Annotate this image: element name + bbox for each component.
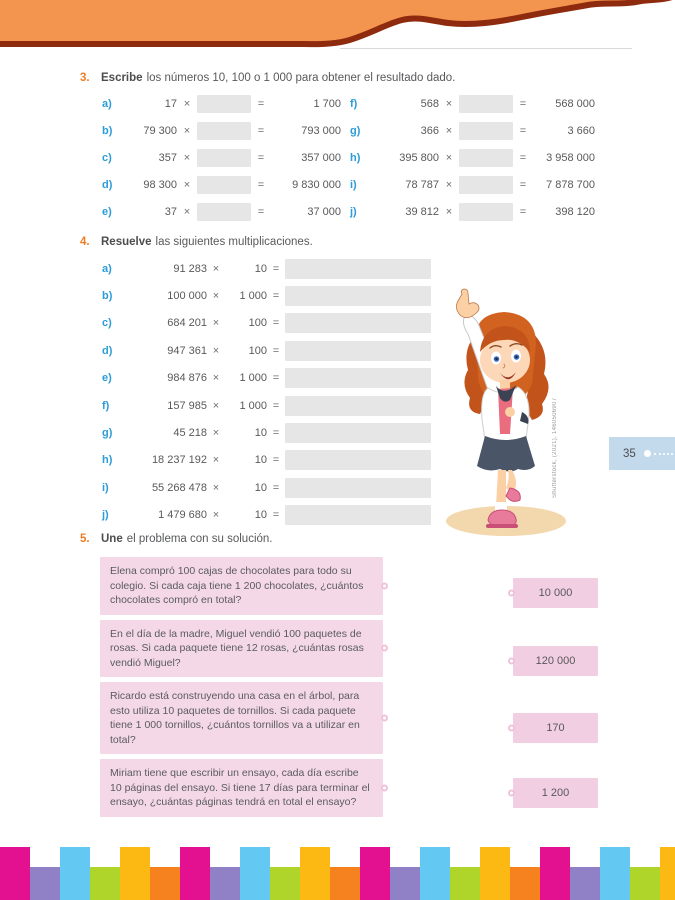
answer-blank[interactable] [197,95,251,113]
factor: 39 812 [405,205,439,218]
factor: 947 361 [167,344,207,357]
equals-sign: = [272,399,280,412]
item-label: g) [350,124,361,137]
item-label: f) [350,97,358,110]
item-label: c) [102,151,112,164]
item-label: b) [102,290,113,303]
times-sign: × [183,124,191,137]
multiplication-row [102,474,450,501]
result: 568 000 [555,97,595,110]
exercise-3-right-column [350,90,595,225]
item-label: g) [102,427,113,440]
times-sign: × [183,151,191,164]
factor: 45 218 [173,427,207,440]
exercise-3-left-column [102,90,341,225]
times-sign: × [212,344,220,357]
solution-card[interactable] [513,646,598,676]
answer-blank[interactable] [459,203,513,221]
image-credit: Shutterstock, (2021), 1460506907 [552,397,558,498]
answer-blank[interactable] [285,341,431,361]
times-sign: × [445,151,453,164]
multiplier: 10 [254,262,267,275]
equals-sign: = [272,344,280,357]
item-label: c) [102,317,112,330]
equals-sign: = [272,262,280,275]
result: 357 000 [301,151,341,164]
wave-graphic [0,0,675,60]
multiplier: 10 [254,454,267,467]
equals-sign: = [272,290,280,303]
connector-dot[interactable] [508,658,515,665]
connector-dot[interactable] [508,790,515,797]
tab-dot-icon [644,450,651,457]
exercise-3 [80,72,625,225]
multiplier: 10 [254,481,267,494]
multiplication-row [350,171,595,198]
multiplication-row [102,502,450,529]
multiplier: 1 000 [239,399,267,412]
item-label: e) [102,205,112,218]
multiplier: 1 000 [239,372,267,385]
answer-blank[interactable] [197,203,251,221]
exercise-4-rows [80,255,450,529]
factor: 91 283 [173,262,207,275]
problem-text: Ricardo está construyendo una casa en el árbol, para esto utiliza 10 paquetes de tornillos. Si cada paquete tiene 1 000 tornillos, ¿cuántos tornillos va a utilizar en total? [110,690,360,746]
factor: 100 000 [167,290,207,303]
times-sign: × [212,262,220,275]
multiplication-row [350,144,595,171]
factor: 366 [420,124,439,137]
multiplication-row [102,365,450,392]
times-sign: × [212,290,220,303]
answer-blank[interactable] [285,313,431,333]
problem-card[interactable] [100,620,383,678]
multiplication-row [350,90,595,117]
item-label: h) [102,454,113,467]
multiplication-row [102,392,450,419]
multiplication-row [102,310,450,337]
answer-blank[interactable] [285,478,431,498]
answer-blank[interactable] [285,396,431,416]
exercise-3-number: 3. [80,72,90,84]
factor: 357 [158,151,177,164]
problem-text: En el día de la madre, Miguel vendió 100 paquetes de rosas. Si cada paquete tiene 12 rosas, ¿cuántas rosas vendió Miguel? [110,627,364,669]
factor: 78 787 [405,178,439,191]
equals-sign: = [272,509,280,522]
times-sign: × [212,427,220,440]
problem-card[interactable] [100,759,383,817]
times-sign: × [212,317,220,330]
multiplication-row [102,198,341,225]
times-sign: × [212,372,220,385]
factor: 17 [164,97,177,110]
answer-blank[interactable] [285,259,431,279]
equals-sign: = [257,124,265,137]
factor: 55 268 478 [151,481,207,494]
item-label: d) [102,344,113,357]
exercise-3-verb: Escribe [101,72,143,84]
item-label: b) [102,124,113,137]
equals-sign: = [519,97,527,110]
page-number-tab [609,437,675,470]
times-sign: × [212,454,220,467]
item-label: a) [102,262,112,275]
equals-sign: = [272,481,280,494]
item-label: f) [102,399,110,412]
item-label: i) [350,178,357,191]
factor: 684 201 [167,317,207,330]
connector-dot[interactable] [381,582,388,589]
factor: 98 300 [143,178,177,191]
exercise-5 [80,533,620,822]
multiplier: 10 [254,427,267,440]
times-sign: × [183,97,191,110]
factor: 984 876 [167,372,207,385]
exercise-4-number: 4. [80,236,90,248]
factor: 79 300 [143,124,177,137]
exercise-3-instruction: los números 10, 100 o 1 000 para obtener el resultado dado. [146,72,456,84]
times-sign: × [212,481,220,494]
item-label: j) [102,509,109,522]
times-sign: × [445,124,453,137]
result: 9 830 000 [292,178,341,191]
answer-blank[interactable] [197,122,251,140]
answer-blank[interactable] [285,368,431,388]
factor: 568 [420,97,439,110]
result: 37 000 [307,205,341,218]
answer-blank[interactable] [459,122,513,140]
solution-value: 120 000 [535,655,576,667]
header-wave-decoration [0,0,675,60]
result: 7 878 700 [546,178,595,191]
multiplication-row [102,117,341,144]
answer-blank[interactable] [285,423,431,443]
answer-blank[interactable] [285,286,431,306]
exercise-5-instruction: el problema con su solución. [126,533,273,545]
solution-card[interactable] [513,578,598,608]
multiplication-row [102,144,341,171]
connector-dot[interactable] [381,645,388,652]
factor: 37 [164,205,177,218]
equals-sign: = [272,372,280,385]
multiplication-row [102,447,450,474]
multiplication-row [102,90,341,117]
multiplication-row [350,198,595,225]
solution-value: 1 200 [541,787,570,799]
equals-sign: = [272,427,280,440]
equals-sign: = [519,205,527,218]
exercise-5-number: 5. [80,533,90,545]
answer-blank[interactable] [285,450,431,470]
page-number: 35 [623,447,636,460]
problem-text: Miriam tiene que escribir un ensayo, cada día escribe 10 páginas del ensayo. Si tiene 17 días para terminar el ensayo, ¿cuántas páginas tendrá en total el ensayo? [110,767,370,808]
multiplier: 100 [248,344,267,357]
equals-sign: = [519,151,527,164]
exercise-5-heading [80,533,620,545]
connector-dot[interactable] [508,725,515,732]
answer-blank[interactable] [459,176,513,194]
times-sign: × [212,399,220,412]
factor: 395 800 [399,151,439,164]
item-label: a) [102,97,112,110]
answer-blank[interactable] [197,176,251,194]
multiplication-row [102,282,450,309]
problem-text: Elena compró 100 cajas de chocolates para todo su colegio. Si cada caja tiene 1 200 chocolates, ¿cuántos chocolates compró en total? [110,565,364,606]
multiplier: 1 000 [239,290,267,303]
exercise-4-verb: Resuelve [101,236,152,248]
multiplier: 100 [248,317,267,330]
multiplication-row [102,419,450,446]
solution-card[interactable] [513,778,598,808]
times-sign: × [445,205,453,218]
footer-color-blocks [0,847,675,900]
result: 3 958 000 [546,151,595,164]
solution-value: 170 [546,722,565,734]
result: 1 700 [313,97,341,110]
equals-sign: = [257,97,265,110]
equals-sign: = [272,317,280,330]
factor: 1 479 680 [158,509,207,522]
times-sign: × [183,205,191,218]
answer-blank[interactable] [459,149,513,167]
times-sign: × [212,509,220,522]
equals-sign: = [272,454,280,467]
item-label: i) [102,481,109,494]
multiplication-row [102,255,450,282]
multiplication-row [350,117,595,144]
problem-card[interactable] [100,682,383,754]
exercise-3-heading [80,72,625,84]
multiplier: 10 [254,509,267,522]
exercise-4-heading [80,236,450,248]
equals-sign: = [519,124,527,137]
item-label: d) [102,178,113,191]
times-sign: × [445,178,453,191]
result: 398 120 [555,205,595,218]
problem-card[interactable] [100,557,383,615]
times-sign: × [445,97,453,110]
answer-blank[interactable] [459,95,513,113]
result: 3 660 [567,124,595,137]
factor: 157 985 [167,399,207,412]
item-label: j) [350,205,357,218]
result: 793 000 [301,124,341,137]
connector-dot[interactable] [381,784,388,791]
equals-sign: = [519,178,527,191]
equals-sign: = [257,178,265,191]
equals-sign: = [257,205,265,218]
answer-blank[interactable] [285,505,431,525]
problem-list [80,557,385,817]
multiplication-row [102,337,450,364]
tab-dotted-line [654,453,673,455]
answer-blank[interactable] [197,149,251,167]
exercise-5-verb: Une [101,533,123,545]
solution-card[interactable] [513,713,598,743]
equals-sign: = [257,151,265,164]
exercise-4-instruction: las siguientes multiplicaciones. [155,236,313,248]
exercise-4 [80,236,450,529]
factor: 18 237 192 [151,454,207,467]
connector-dot[interactable] [508,590,515,597]
item-label: e) [102,372,112,385]
connector-dot[interactable] [381,715,388,722]
times-sign: × [183,178,191,191]
multiplication-row [102,171,341,198]
solution-value: 10 000 [538,587,573,599]
item-label: h) [350,151,361,164]
